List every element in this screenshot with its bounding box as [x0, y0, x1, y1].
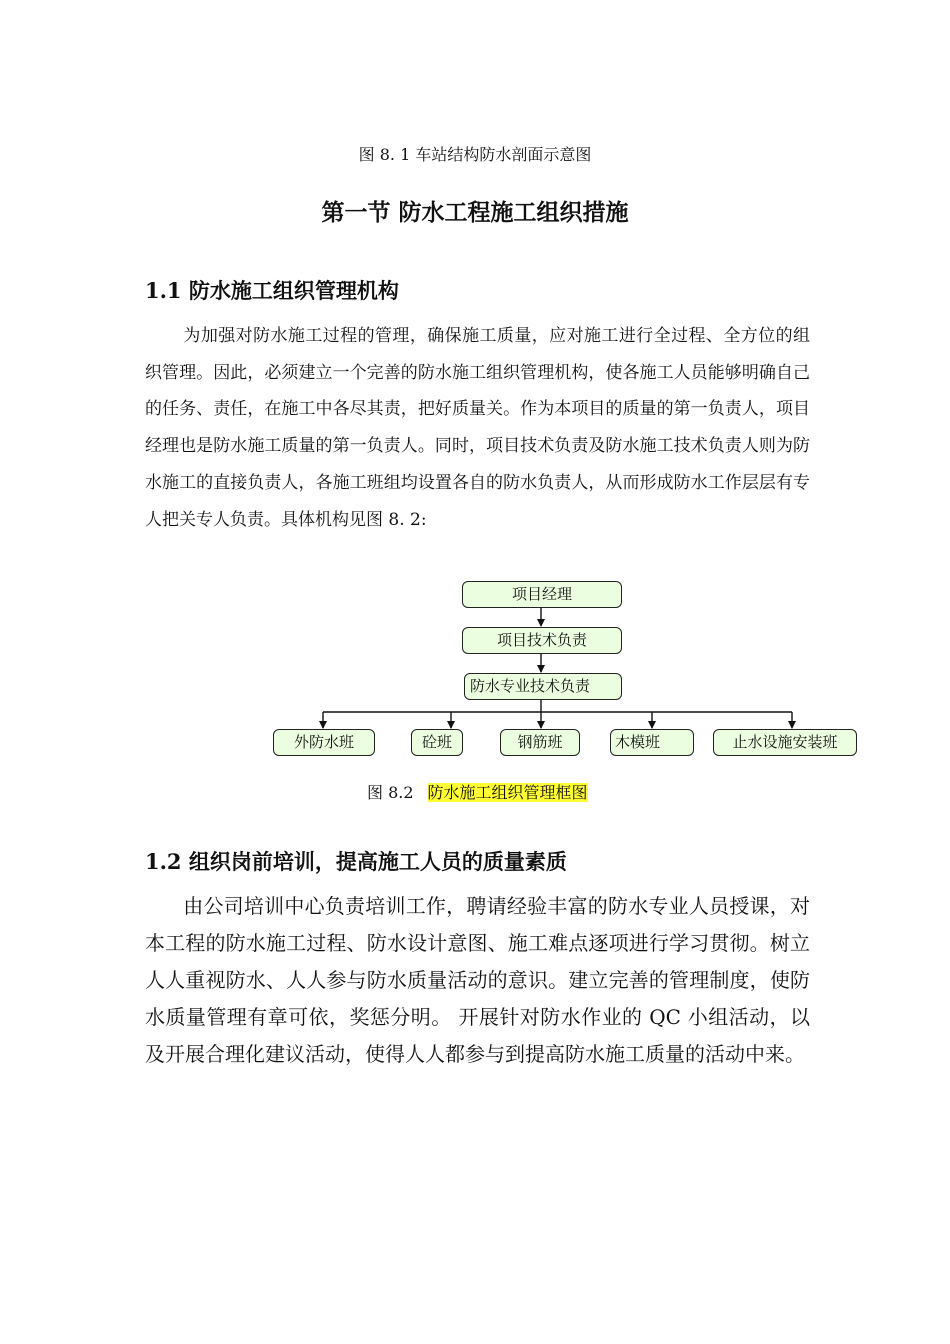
org-node-team-rebar: 钢筋班	[500, 729, 580, 756]
paragraph-1-2	[145, 888, 810, 1073]
org-node-team-external-waterproof: 外防水班	[273, 729, 375, 756]
paragraph-1-2-text: 由公司培训中心负责培训工作，聘请经验丰富的防水专业人员授课，对本工程的防水施工过程、防水设计意图、施工难点逐项进行学习贯彻。树立人人重视防水、人人参与防水质量活动的意识。建立完善的管理制度，使防水质量管理有章可依，奖惩分明。 开展针对防水作业的 QC 小组活动，以及开展合理化建议活动，使得人人都参与到提高防水施工质量的活动中来。	[145, 894, 810, 1066]
org-node-project-manager: 项目经理	[462, 581, 622, 608]
org-node-team-waterstop: 止水设施安装班	[713, 729, 857, 756]
org-node-waterproof-tech: 防水专业技术负责	[464, 673, 622, 700]
org-node-tech-lead: 项目技术负责	[462, 627, 622, 654]
org-node-team-concrete: 砼班	[411, 729, 463, 756]
figure-8-2-caption	[367, 780, 588, 803]
paragraph-1-1-text: 为加强对防水施工过程的管理，确保施工质量，应对施工进行全过程、全方位的组织管理。因此，必须建立一个完善的防水施工组织管理机构，使各施工人员能够明确自己的任务、责任，在施工中各尽其责，把好质量关。作为本项目的质量的第一负责人，项目经理也是防水施工质量的第一负责人。同时，项目技术负责及防水施工技术负责人则为防水施工的直接负责人，各施工班组均设置各自的防水负责人，从而形成防水工作层层有专人把关专人负责。具体机构见图 8. 2:	[145, 326, 810, 530]
section-title: 第一节 防水工程施工组织措施	[321, 199, 629, 226]
heading-1-1: 1.1 防水施工组织管理机构	[145, 278, 399, 303]
org-node-team-formwork: 木模班	[610, 729, 694, 756]
figure-8-2-title: 防水施工组织管理框图	[427, 783, 588, 802]
heading-1-2: 1.2 组织岗前培训，提高施工人员的质量素质	[145, 849, 567, 874]
figure-8-2-label: 图 8.2	[367, 783, 414, 802]
figure-8-1-caption: 图 8. 1 车站结构防水剖面示意图	[358, 145, 592, 164]
